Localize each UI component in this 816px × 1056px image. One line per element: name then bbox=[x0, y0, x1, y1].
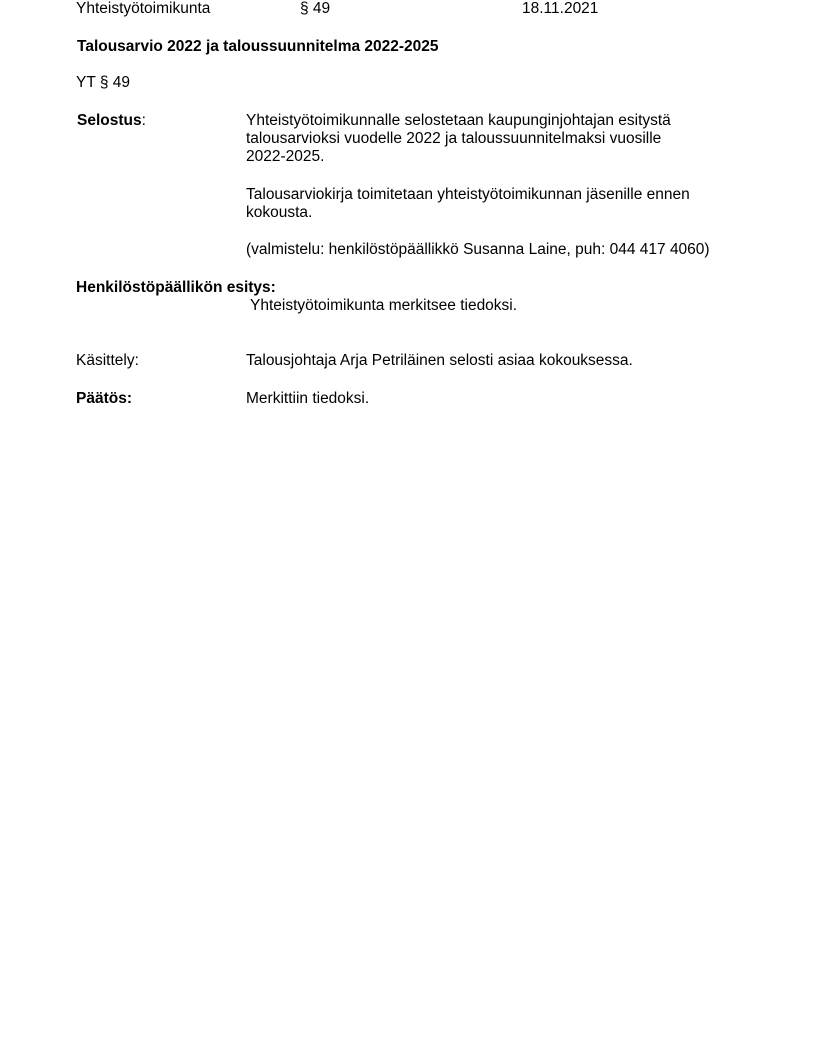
selostus-label bbox=[77, 112, 146, 130]
handling-label: Käsittely: bbox=[76, 352, 139, 369]
header-section: § 49 bbox=[300, 0, 331, 17]
header-organ: Yhteistyötoimikunta bbox=[76, 0, 211, 17]
decision-label: Päätös: bbox=[76, 390, 132, 407]
proposal-label: Henkilöstöpäällikön esitys: bbox=[76, 279, 276, 296]
selostus-label-text: Selostus bbox=[77, 112, 142, 129]
section-reference: YT § 49 bbox=[76, 74, 131, 91]
selostus-p1-line-1: Yhteistyötoimikunnalle selostetaan kaupunginjohtajan esitystä bbox=[246, 112, 671, 129]
selostus-paragraph-1 bbox=[246, 112, 746, 166]
decision-text: Merkittiin tiedoksi. bbox=[246, 390, 370, 407]
selostus-p2-line-2: kokousta. bbox=[246, 204, 313, 221]
proposal-text: Yhteistyötoimikunta merkitsee tiedoksi. bbox=[250, 297, 518, 314]
selostus-p2-line-1: Talousarviokirja toimitetaan yhteistyötoimikunnan jäsenille ennen bbox=[246, 186, 690, 203]
header-date: 18.11.2021 bbox=[522, 0, 599, 17]
selostus-paragraph-2 bbox=[246, 186, 746, 222]
selostus-p1-line-2: talousarvioksi vuodelle 2022 ja taloussuunnitelmaksi vuosille bbox=[246, 130, 662, 147]
preparer-note: (valmistelu: henkilöstöpäällikkö Susanna Laine, puh: 044 417 4060) bbox=[246, 241, 710, 258]
selostus-label-colon: : bbox=[141, 112, 146, 129]
document-title: Talousarvio 2022 ja taloussuunnitelma 2022-2025 bbox=[77, 38, 439, 55]
handling-text: Talousjohtaja Arja Petriläinen selosti asiaa kokouksessa. bbox=[246, 352, 633, 369]
selostus-p1-line-3: 2022-2025. bbox=[246, 148, 325, 165]
